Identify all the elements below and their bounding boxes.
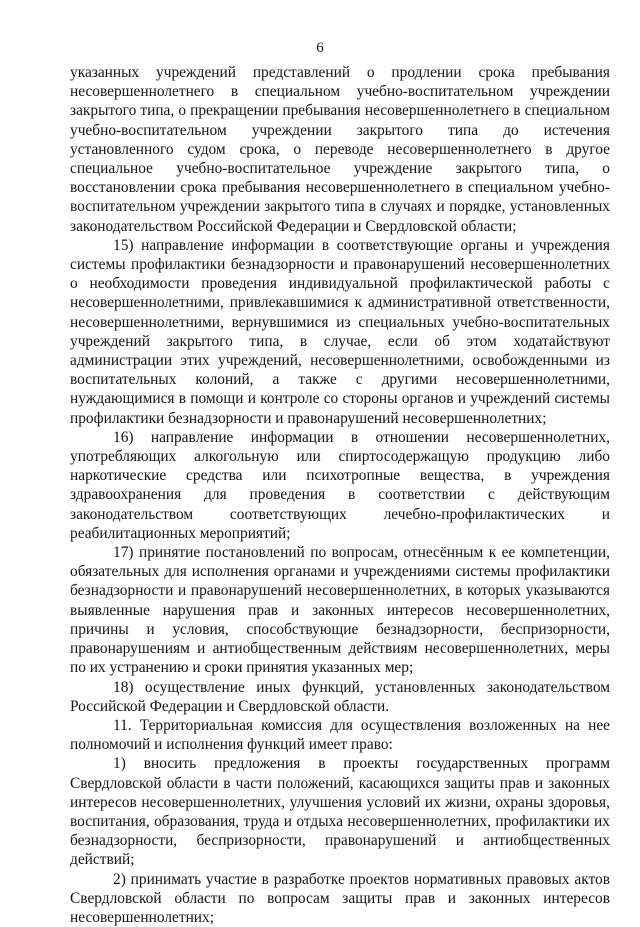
paragraph-item-17: 17) принятие постановлений по вопросам, отнесённым к ее компетенции, обязательных для исполнения органами и учреждениями системы профилактики безнадзорности и правонарушений несовершеннолетних, в которых указываются выявленные нарушения прав и законных интересов несовершеннолетних, причины и условия, способствующие безнадзорности, беспризорности, правонарушениям и антиобщественным действиям несовершеннолетних, меры по их устранению и сроки принятия указанных мер;: [70, 544, 610, 677]
page-number: 6: [316, 40, 324, 56]
paragraph-right-2: 2) принимать участие в разработке проектов нормативных правовых актов Свердловской области по вопросам защиты прав и законных интересов несовершеннолетних;: [70, 870, 610, 926]
paragraph-item-16: 16) направление информации в отношении несовершеннолетних, употребляющих алкогольную или спиртосодержащую продукцию либо наркотические средства или психотропные вещества, в учреждения здравоохранения для проведения в соответствии с действующим законодательством соответствующих лечебно-профилактических и реабилитационных мероприятий;: [70, 428, 610, 542]
paragraph-item-18: 18) осуществление иных функций, установленных законодательством Российской Федерации и Свердловской области.: [70, 678, 610, 715]
paragraph-continuation: указанных учреждений представлений о продлении срока пребывания несовершеннолетнего в специальном учебно-воспитательном учреждении закрытого типа, о прекращении пребывания несовершеннолетнего в специальном учебно-воспитательном учреждении закрытого типа до истечения установленного судом срока, о переводе несовершеннолетнего в другое специальное учебно-воспитательное учреждение закрытого типа, о восстановлении срока пребывания несовершеннолетнего в специальном учебно-воспитательном учреждении закрытого типа в случаях и порядке, установленных законодательством Российской Федерации и Свердловской области;: [70, 64, 610, 235]
paragraph-section-11: 11. Территориальная комиссия для осуществления возложенных на нее полномочий и исполнения функций имеет право:: [70, 716, 610, 754]
paragraph-right-1: 1) вносить предложения в проекты государственных программ Свердловской области в части положений, касающихся защиты прав и законных интересов несовершеннолетних, улучшения условий их жизни, охраны здоровья, воспитания, образования, труда и отдыха несовершеннолетних, профилактики их безнадзорности, беспризорности, правонарушений и антиобщественных действий;: [70, 755, 610, 869]
document-body: [70, 63, 610, 927]
paragraph-item-15: 15) направление информации в соответствующие органы и учреждения системы профилактики безнадзорности и правонарушений несовершеннолетних о необходимости проведения индивидуальной профилактической работы с несовершеннолетними, привлекавшимися к административной ответственности, несовершеннолетними, вернувшимися из специальных учебно-воспитательных учреждений закрытого типа, в случае, если об этом ходатайствуют администрации этих учреждений, несовершеннолетними, освобожденными из воспитательных колоний, а также с другими несовершеннолетними, нуждающимися в помощи и контроле со стороны органов и учреждений системы профилактики безнадзорности и правонарушений несовершеннолетних;: [70, 236, 610, 427]
